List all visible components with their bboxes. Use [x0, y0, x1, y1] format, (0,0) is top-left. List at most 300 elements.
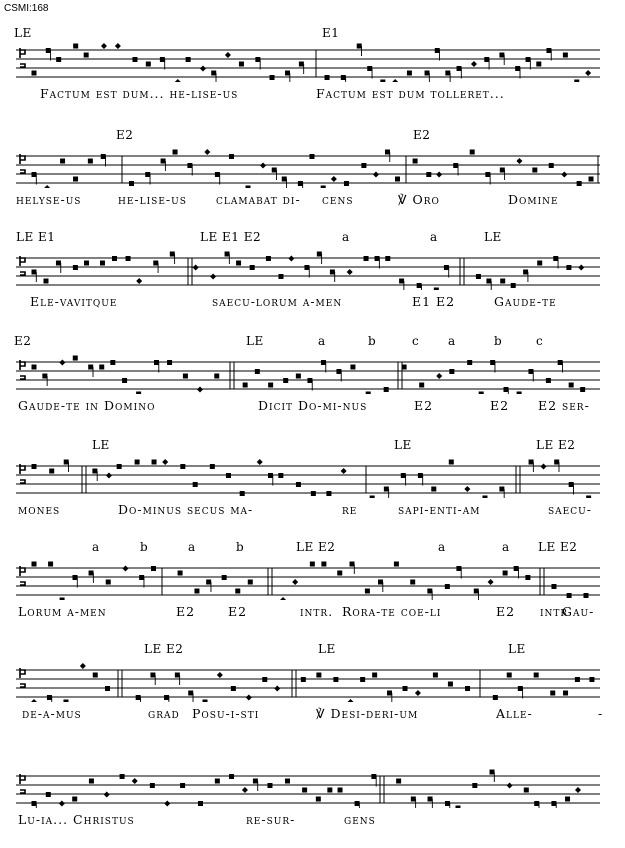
neume-square: [417, 283, 422, 288]
neume-square: [402, 365, 407, 370]
neume-square: [117, 464, 122, 469]
neume-square: [283, 378, 288, 383]
neume-square: [536, 62, 541, 67]
neume-square: [72, 797, 77, 802]
neume-square: [403, 686, 408, 691]
neume-square: [203, 700, 208, 703]
neume-square: [534, 801, 539, 806]
neume-square: [268, 473, 273, 478]
neume-square: [344, 181, 349, 186]
neume-diamond: [561, 172, 567, 178]
lyric-syllable: Rora-te coe-li: [342, 604, 442, 619]
lyric-syllable: re: [342, 502, 358, 517]
neume-square: [426, 172, 431, 177]
neume-square: [60, 598, 65, 601]
neume-square: [419, 383, 424, 388]
neume-square: [427, 589, 432, 594]
neume-square: [387, 691, 392, 696]
neume-square: [301, 677, 306, 682]
lyric-syllable: E2: [228, 604, 248, 619]
neume-diamond: [59, 360, 65, 366]
neume-square: [89, 571, 94, 576]
neume-square: [32, 464, 37, 469]
neume-square: [307, 378, 312, 383]
cue-label: a: [448, 334, 456, 348]
neume-square: [425, 71, 430, 76]
neume-square: [411, 797, 416, 802]
neume-square: [99, 365, 104, 370]
neume-diamond: [225, 52, 231, 58]
neume-square: [63, 700, 68, 703]
neume-diamond: [471, 61, 477, 67]
neume-square: [532, 168, 537, 173]
neume-square: [327, 788, 332, 793]
neume-square: [150, 673, 155, 678]
neume-diamond: [436, 373, 442, 379]
neume-square: [253, 779, 258, 784]
neume-square: [302, 788, 307, 793]
neume-diamond: [260, 163, 266, 169]
cue-label: LE: [92, 438, 110, 452]
neume-square: [229, 774, 234, 779]
neume-square: [445, 801, 450, 806]
neume-square: [73, 265, 78, 270]
cue-label: LE E1 E2: [200, 230, 262, 244]
neume-square: [338, 788, 343, 793]
neume-square: [316, 797, 321, 802]
neume-square: [175, 673, 180, 678]
neume-square: [135, 460, 140, 465]
staff: [0, 768, 625, 804]
lyric-syllable: sapi-enti-am: [398, 502, 481, 517]
neume-square: [413, 159, 418, 164]
neume-diamond: [488, 579, 494, 585]
neume-square: [198, 801, 203, 806]
neume-diamond: [292, 579, 298, 585]
lyric-syllable: Lorum a-men: [18, 604, 107, 619]
neume-square: [120, 774, 125, 779]
clef-icon: [20, 668, 25, 687]
neume-square: [433, 673, 438, 678]
neume-square: [418, 473, 423, 478]
neume-square: [100, 261, 105, 266]
neume-square: [371, 774, 376, 779]
neume-diamond: [115, 43, 121, 49]
neume-diamond: [436, 172, 442, 178]
neume-square: [180, 783, 185, 788]
neume-square: [435, 48, 440, 53]
neume-square: [524, 788, 529, 793]
neume-square: [154, 360, 159, 365]
neume-square: [126, 256, 131, 261]
cue-label: LE: [394, 438, 412, 452]
lyric-syllable: Gau-: [562, 604, 595, 619]
neume-square: [326, 491, 331, 496]
cue-label: a: [430, 230, 438, 244]
neume-diamond: [331, 176, 337, 182]
neume-diamond: [464, 486, 470, 492]
neume-diamond: [104, 792, 110, 798]
staff: [0, 42, 625, 78]
neume-square: [476, 274, 481, 279]
neume-square: [145, 172, 150, 177]
neume-square: [453, 163, 458, 168]
neume-square: [88, 365, 93, 370]
neume-square: [507, 673, 512, 678]
staff: [0, 250, 625, 286]
neume-square: [546, 48, 551, 53]
neume-diamond: [132, 778, 138, 784]
neume-square: [186, 57, 191, 62]
neume-square: [139, 575, 144, 580]
neume-square: [534, 673, 539, 678]
neume-diamond: [242, 787, 248, 793]
lyric-syllable: E2: [496, 604, 516, 619]
neume-square: [268, 383, 273, 388]
neume-square: [132, 57, 137, 62]
neume-square: [518, 686, 523, 691]
neume-diamond: [175, 79, 181, 82]
neume-diamond: [197, 387, 203, 393]
lyric-line: [0, 706, 625, 724]
neume-diamond: [162, 459, 168, 465]
neume-square: [309, 154, 314, 159]
neume-square: [270, 75, 275, 80]
neume-square: [170, 252, 175, 257]
neume-diamond: [200, 66, 206, 72]
lyric-syllable: mones: [18, 502, 61, 517]
lyric-line: [0, 604, 625, 622]
neume-square: [449, 369, 454, 374]
neume-square: [361, 163, 366, 168]
neume-square: [514, 566, 519, 571]
neume-square: [394, 562, 399, 567]
lyric-syllable: ℣ Desi-deri-um: [316, 706, 419, 721]
neume-square: [490, 360, 495, 365]
cue-label: c: [536, 334, 544, 348]
neume-diamond: [136, 278, 142, 284]
neume-square: [577, 181, 582, 186]
neume-square: [60, 159, 65, 164]
cue-label: a: [188, 540, 196, 554]
neume-diamond: [341, 468, 347, 474]
neume-square: [84, 261, 89, 266]
neume-diamond: [257, 459, 263, 465]
cue-label: LE: [14, 26, 32, 40]
neume-square: [563, 691, 568, 696]
neume-square: [178, 571, 183, 576]
neume-square: [211, 71, 216, 76]
staff: [0, 148, 625, 184]
clef-icon: [20, 360, 25, 379]
neume-square: [298, 181, 303, 186]
neume-square: [89, 779, 94, 784]
neume-square: [575, 677, 580, 682]
cue-label: LE E1: [16, 230, 56, 244]
lyric-syllable: re-sur-: [246, 812, 296, 827]
lyric-syllable: intr.: [300, 604, 334, 619]
neume-square: [248, 580, 253, 585]
neume-diamond: [217, 672, 223, 678]
neume-diamond: [122, 566, 128, 572]
neume-square: [304, 265, 309, 270]
lyric-syllable: E1 E2: [412, 294, 456, 309]
neume-square: [136, 392, 141, 395]
staff: [0, 458, 625, 494]
lyric-syllable: Factum est dum tolleret...: [316, 86, 505, 101]
neume-diamond: [80, 663, 86, 669]
lyric-syllable: saecu-lorum a-men: [212, 294, 343, 309]
neume-square: [299, 62, 304, 67]
neume-square: [321, 562, 326, 567]
neume-square: [136, 695, 141, 700]
neume-square: [160, 57, 165, 62]
neume-square: [574, 80, 579, 83]
neume-square: [523, 270, 528, 275]
lyric-syllable: gens: [344, 812, 376, 827]
neume-square: [173, 150, 178, 155]
neume-diamond: [392, 79, 398, 82]
neume-square: [42, 374, 47, 379]
neume-square: [46, 792, 51, 797]
lyric-syllable: intr: [540, 604, 569, 619]
neume-square: [551, 584, 556, 589]
neume-diamond: [164, 801, 170, 807]
neume-square: [255, 369, 260, 374]
neume-square: [407, 71, 412, 76]
neume-square: [278, 274, 283, 279]
neume-square: [32, 270, 37, 275]
neume-square: [563, 53, 568, 58]
neume-square: [375, 256, 380, 261]
neume-square: [586, 496, 591, 499]
lyric-line: [0, 502, 625, 520]
neume-square: [528, 369, 533, 374]
neume-diamond: [274, 686, 280, 692]
cue-label: a: [318, 334, 326, 348]
neume-square: [467, 360, 472, 365]
neume-square: [434, 288, 439, 291]
lyric-syllable: E2: [414, 398, 434, 413]
neume-square: [164, 695, 169, 700]
neume-square: [187, 163, 192, 168]
neume-square: [316, 673, 321, 678]
neume-square: [183, 374, 188, 379]
neume-square: [465, 686, 470, 691]
neume-square: [255, 57, 260, 62]
lyric-syllable: E2 ser-: [538, 398, 590, 413]
neume-square: [188, 691, 193, 696]
neume-square: [266, 256, 271, 261]
neume-square: [357, 44, 362, 49]
cue-row: [0, 540, 625, 556]
neume-square: [565, 797, 570, 802]
neume-square: [445, 71, 450, 76]
neume-square: [372, 673, 377, 678]
neume-square: [482, 496, 487, 499]
neume-square: [410, 580, 415, 585]
neume-square: [515, 66, 520, 71]
neume-square: [84, 53, 89, 58]
lyric-syllable: E2: [176, 604, 196, 619]
cue-label: LE E2: [538, 540, 578, 554]
neume-square: [529, 460, 534, 465]
lyric-syllable: de-a-mus: [22, 706, 82, 721]
lyric-line: [0, 86, 625, 104]
neume-square: [333, 677, 338, 682]
cue-row: [0, 642, 625, 658]
cue-label: b: [140, 540, 149, 554]
neume-square: [56, 261, 61, 266]
neume-square: [479, 392, 484, 395]
neume-square: [225, 252, 230, 257]
neume-square: [517, 392, 522, 395]
lyric-syllable: Dicit Do-mi-nus: [258, 398, 368, 413]
neume-square: [122, 378, 127, 383]
neume-square: [399, 279, 404, 284]
neume-square: [569, 482, 574, 487]
neume-square: [73, 44, 78, 49]
neume-square: [152, 460, 157, 465]
neume-square: [341, 75, 346, 80]
neume-square: [384, 487, 389, 492]
neume-square: [32, 71, 37, 76]
neume-square: [537, 261, 542, 266]
neume-square: [93, 673, 98, 678]
neume-square: [384, 387, 389, 392]
neume-square: [448, 682, 453, 687]
neume-square: [456, 566, 461, 571]
neume-square: [193, 482, 198, 487]
lyric-syllable: Lu-ia... Christus: [18, 812, 135, 827]
neume-square: [282, 177, 287, 182]
cue-label: b: [368, 334, 377, 348]
neume-square: [129, 181, 134, 186]
neume-square: [486, 279, 491, 284]
neume-square: [396, 779, 401, 784]
neume-square: [355, 801, 360, 806]
neume-square: [46, 48, 51, 53]
neume-square: [32, 172, 37, 177]
neume-square: [150, 783, 155, 788]
neume-square: [370, 496, 375, 499]
lyric-syllable: -: [598, 706, 604, 721]
neume-square: [449, 460, 454, 465]
neume-square: [470, 150, 475, 155]
cue-label: b: [236, 540, 245, 554]
neume-square: [73, 356, 78, 361]
neume-square: [428, 797, 433, 802]
neume-square: [101, 154, 106, 159]
cue-row: [0, 230, 625, 246]
neume-square: [32, 365, 37, 370]
neume-square: [485, 172, 490, 177]
neume-diamond: [585, 70, 591, 76]
neume-square: [215, 172, 220, 177]
neume-square: [472, 783, 477, 788]
neume-square: [317, 252, 322, 257]
neume-square: [296, 374, 301, 379]
neume-square: [499, 487, 504, 492]
neume-square: [554, 460, 559, 465]
neume-square: [32, 562, 37, 567]
neume-diamond: [280, 597, 286, 600]
neume-square: [285, 779, 290, 784]
neume-square: [222, 575, 227, 580]
lyric-syllable: he-lise-us: [118, 192, 187, 207]
lyric-syllable: Factum est dum... he-lise-us: [40, 86, 239, 101]
neume-square: [350, 365, 355, 370]
lyric-syllable: saecu-: [548, 502, 592, 517]
neume-square: [47, 695, 52, 700]
neume-square: [311, 491, 316, 496]
lyric-syllable: grad: [148, 706, 180, 721]
cue-label: a: [502, 540, 510, 554]
neume-square: [112, 256, 117, 261]
neume-square: [321, 360, 326, 365]
cue-label: LE: [484, 230, 502, 244]
neume-square: [484, 57, 489, 62]
clef-icon: [20, 256, 25, 275]
lyric-syllable: ℣ Oro: [398, 192, 440, 207]
lyric-syllable: Gaude-te in Domino: [18, 398, 156, 413]
neume-square: [49, 469, 54, 474]
neume-square: [455, 806, 460, 809]
neume-square: [236, 261, 241, 266]
neume-square: [380, 80, 385, 83]
staff: [0, 662, 625, 698]
neume-square: [206, 580, 211, 585]
neume-square: [105, 686, 110, 691]
neume-square: [296, 482, 301, 487]
cue-label: c: [412, 334, 420, 348]
neume-square: [493, 695, 498, 700]
neume-square: [226, 473, 231, 478]
neume-diamond: [347, 269, 353, 275]
cue-row: [0, 334, 625, 350]
neume-square: [110, 360, 115, 365]
neume-square: [194, 589, 199, 594]
neume-square: [180, 464, 185, 469]
lyric-syllable: clamabat di-: [216, 192, 301, 207]
neume-square: [321, 186, 326, 189]
neume-square: [214, 374, 219, 379]
neume-square: [457, 66, 462, 71]
neume-square: [272, 168, 277, 173]
lyric-syllable: Do-minus secus ma-: [118, 502, 254, 517]
lyric-syllable: cens: [322, 192, 354, 207]
neume-square: [558, 360, 563, 365]
neume-diamond: [44, 185, 50, 188]
neume-diamond: [541, 464, 547, 470]
lyric-line: [0, 294, 625, 312]
neume-square: [56, 57, 61, 62]
neume-square: [511, 283, 516, 288]
neume-diamond: [204, 149, 210, 155]
neume-square: [146, 62, 151, 67]
neume-square: [231, 686, 236, 691]
lyric-syllable: Alle-: [496, 706, 533, 721]
cue-label: E2: [116, 128, 134, 142]
neume-square: [546, 378, 551, 383]
lyric-line: [0, 192, 625, 210]
neume-square: [499, 53, 504, 58]
neume-square: [285, 71, 290, 76]
neume-square: [474, 589, 479, 594]
neume-square: [567, 593, 572, 598]
neume-square: [92, 469, 97, 474]
neume-square: [549, 163, 554, 168]
